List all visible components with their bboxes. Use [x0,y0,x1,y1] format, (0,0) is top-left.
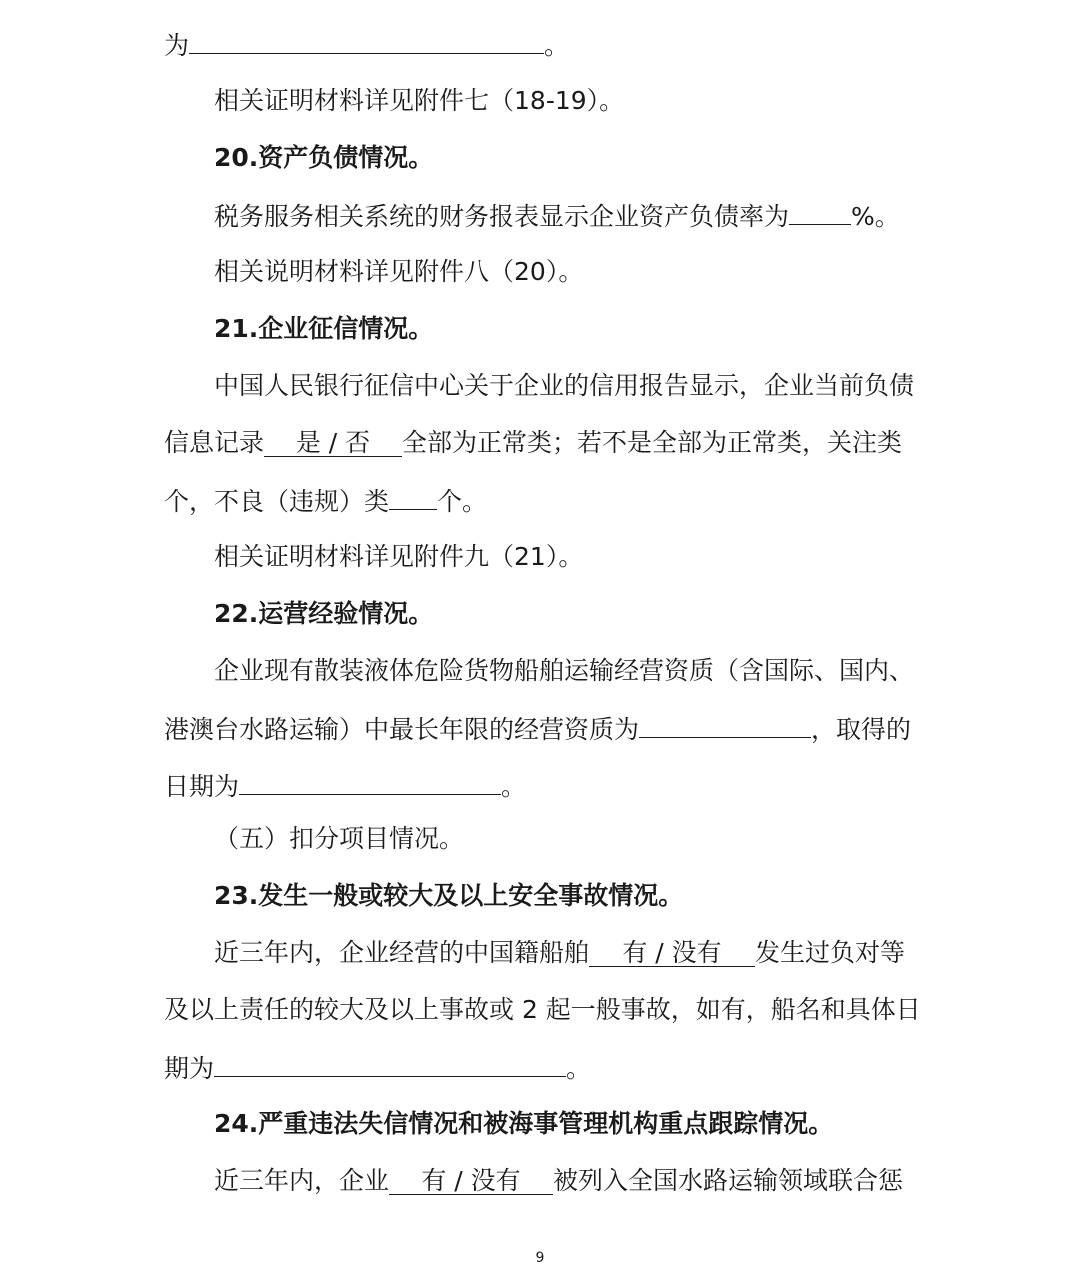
text-line: 期为 。 [164,1050,924,1086]
text-line: 相关证明材料详见附件九（21）。 [214,542,584,571]
subsection-heading: （五）扣分项目情况。 [214,824,465,853]
text-line: 税务服务相关系统的财务报表显示企业资产负债率为 %。 [214,198,974,234]
choice-field: 有 / 没有 [589,940,755,967]
blank-field [214,1050,566,1077]
section-heading-20: 20.资产负债情况。 [214,143,434,172]
text-line: 近三年内，企业 有 / 没有 被列入全国水路运输领域联合惩 [214,1166,904,1195]
section-heading-23: 23.发生一般或较大及以上安全事故情况。 [214,881,684,910]
blank-field [189,27,544,54]
text-line: 个，不良（违规）类 个。 [164,483,924,519]
section-heading-22: 22.运营经验情况。 [214,599,434,628]
text-line: 日期为 。 [164,768,924,804]
text-line: 港澳台水路运输）中最长年限的经营资质为 ，取得的 [164,711,924,747]
page-number: 9 [535,1250,545,1266]
text-line: 信息记录 是 / 否 全部为正常类；若不是全部为正常类，关注类 [164,428,903,457]
text-line: 中国人民银行征信中心关于企业的信用报告显示，企业当前负债 [214,371,915,400]
text-line: 及以上责任的较大及以上事故或 2 起一般事故，如有，船名和具体日 [164,995,921,1024]
blank-field [789,198,851,225]
text-line: 企业现有散装液体危险货物船舶运输经营资质（含国际、国内、 [214,656,915,685]
text-line: 近三年内，企业经营的中国籍船舶 有 / 没有 发生过负对等 [214,938,906,967]
section-heading-24: 24.严重违法失信情况和被海事管理机构重点跟踪情况。 [214,1109,834,1138]
text-line: 为 。 [164,27,924,63]
text-line: 相关说明材料详见附件八（20）。 [214,257,584,286]
choice-field: 有 / 没有 [389,1168,553,1195]
text-line: 相关证明材料详见附件七（18-19）。 [214,86,625,115]
section-heading-21: 21.企业征信情况。 [214,314,434,343]
choice-field: 是 / 否 [264,430,402,457]
blank-field [639,711,811,738]
blank-field [239,768,501,795]
blank-field [389,483,437,510]
